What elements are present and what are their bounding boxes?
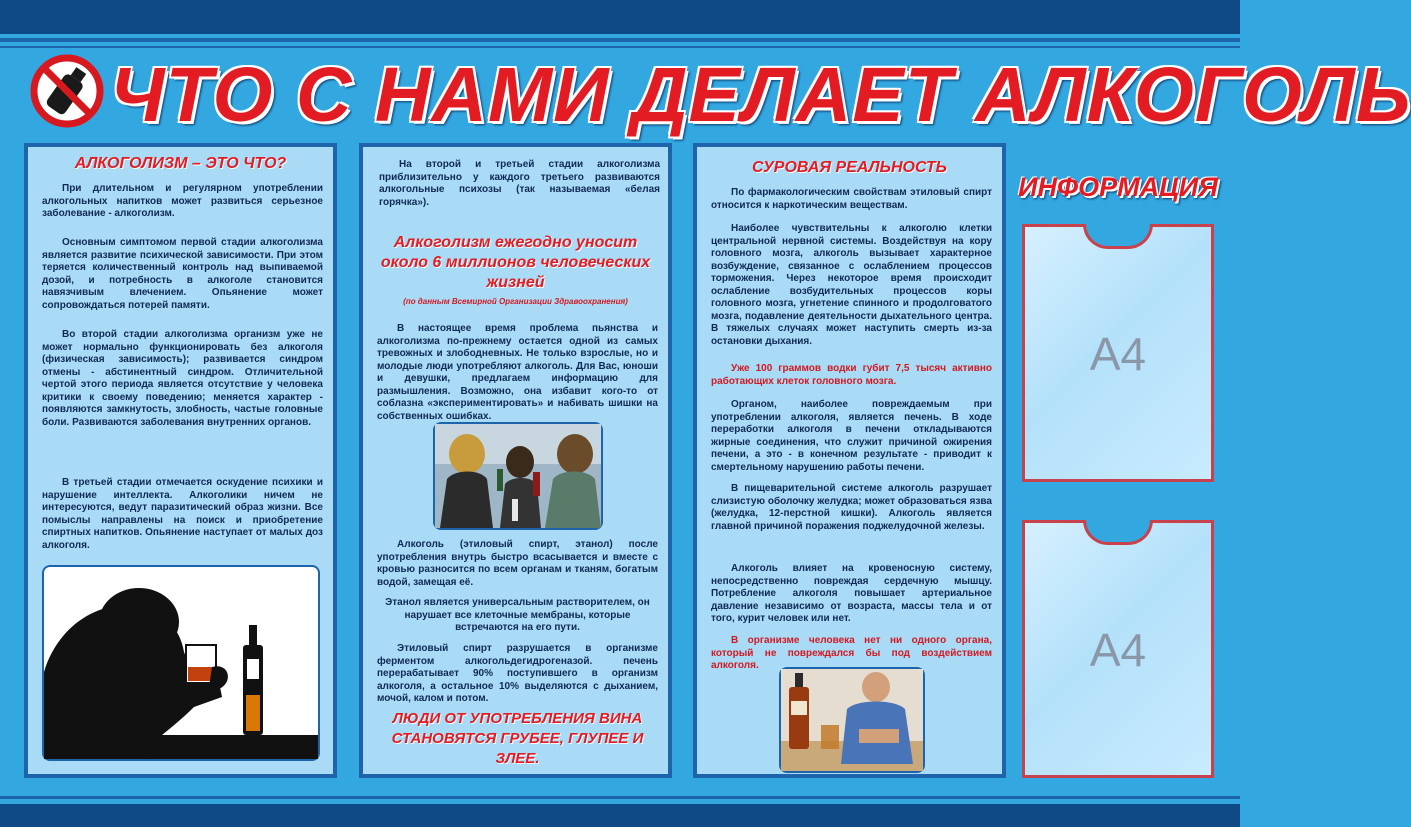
pocket-notch — [1083, 520, 1153, 545]
panel-harsh-reality — [693, 143, 1006, 778]
silhouette-photo — [42, 565, 320, 761]
paragraph: В настоящее время проблема пьянства и алкоголизма по-прежнему остается одной из самых тревожных и злободневных. Не только взрослые, но и молодые люди употребляют алкоголь. Для Вас, юноши и девушки, предлагаем информацию для размышления. Возможно, она избавит кого-то от соблазна «экспериментировать» и набивать шишки на собственных ошибках. — [377, 323, 658, 422]
highlight-statistic: Алкоголизм ежегодно уносит около 6 миллионов человеческих жизней — [380, 234, 651, 291]
red-paragraph: В организме человека нет ни одного органа, который не повреждался бы под воздействием алкоголя. — [711, 635, 992, 671]
info-heading: ИНФОРМАЦИЯ — [1018, 172, 1218, 202]
youth-drinking-photo — [433, 422, 603, 530]
a4-label: А4 — [1089, 328, 1147, 380]
man-bottle-illustration — [781, 669, 923, 771]
top-band — [0, 0, 1240, 34]
a4-pocket — [1022, 520, 1214, 778]
panel-statistics — [359, 143, 672, 778]
slogan: ЛЮДИ ОТ УПОТРЕБЛЕНИЯ ВИНА СТАНОВЯТСЯ ГРУБЕЕ, ГЛУПЕЕ И ЗЛЕЕ. — [391, 710, 644, 767]
a4-pocket — [1022, 224, 1214, 482]
bottom-stripe — [0, 796, 1240, 799]
man-with-bottle-photo — [779, 667, 925, 773]
paragraph: В пищеварительной системе алкоголь разрушает слизистую оболочку желудка; может образоваться язва (желудка, 12-перстной кишки). Алкоголь является главной причиной поражения поджелудочной железы. — [711, 483, 992, 532]
page-title: ЧТО С НАМИ ДЕЛАЕТ АЛКОГОЛЬ — [110, 52, 1411, 138]
source-note: (по данным Всемирной Организации Здравоохранения) — [403, 297, 628, 306]
top-stripe-thin — [0, 46, 1240, 48]
top-stripe — [0, 38, 1240, 42]
youth-photo-illustration — [435, 424, 601, 528]
paragraph: Наиболее чувствительны к алкоголю клетки центральной нервной системы. Воздействуя на кору головного мозга, алкоголь вызывает характерное возбуждение, связанное с ослаблением процессов торможения. Через некоторое время происходит ослабление возбудительных процессов коры головного мозга, угнетение спинного и продолговатого мозга, подавление деятельности дыхательного центра. В тяжелых случаях может наступить смерть из-за остановки дыхания. — [711, 223, 992, 347]
drinking-man-silhouette — [44, 567, 318, 759]
paragraph: В третьей стадии отмечается оскудение психики и нарушение интеллекта. Алкоголики ничем не интересуются, ведут паразитический образ жизни. Все помыслы направлены на поиск и приобретение спиртных напитков. Опьянение наступает от малых доз алкоголя. — [42, 477, 323, 551]
paragraph: Алкоголь (этиловый спирт, этанол) после употребления внутрь быстро всасывается и вместе с кровью разносится по всем органам и тканям, богатым водой, замещая её. — [377, 539, 658, 588]
paragraph: Основным симптомом первой стадии алкоголизма является развитие психической зависимости. При этом теряется количественный контроль над выпиваемой дозой, и потребность в алкоголе становится навязчивым влечением. Опьянение может сопровождаться потерей памяти. — [42, 237, 323, 311]
paragraph: При длительном и регулярном употреблении алкогольных напитков может развиться серьезное заболевание - алкоголизм. — [42, 183, 323, 219]
panel-alcoholism-what — [24, 143, 337, 778]
panel-heading: СУРОВАЯ РЕАЛЬНОСТЬ — [752, 159, 947, 176]
red-paragraph: Уже 100 граммов водки губит 7,5 тысяч активно работающих клеток головного мозга. — [711, 363, 992, 387]
paragraph: Органом, наиболее повреждаемым при употреблении алкоголя, является печень. В ходе переработки алкоголя в печени откладываются жирные соединения, что служит причиной ожирения печени, а это - в конечном результате - приводит к смертельному нарушению работы печени. — [711, 399, 992, 473]
paragraph: На второй и третьей стадии алкоголизма приблизительно у каждого третьего развиваются алкогольные психозы (так называемая «белая горячка»). — [379, 159, 660, 208]
paragraph: Этанол является универсальным растворителем, он нарушает все клеточные мембраны, которые встречаются на его пути. — [385, 597, 650, 633]
paragraph: Этиловый спирт разрушается в организме ферментом алкогольдегидрогеназой. печень перерабатывает 90% поступившего в организм алкоголя, а остальное 10% выделяются с дыханием, мочой, калом и потом. — [377, 643, 658, 704]
pocket-notch — [1083, 224, 1153, 249]
no-alcohol-icon — [28, 52, 106, 130]
paragraph: По фармакологическим свойствам этиловый спирт относится к наркотическим веществам. — [711, 187, 992, 211]
bottom-band — [0, 804, 1240, 827]
paragraph: Во второй стадии алкоголизма организм уже не может нормально функционировать без алкоголя (физическая зависимость); развивается синдром отмены - абстинентный синдром. Отличительной чертой этого периода является отсутствие у человека критики к своему поведению; меняется характер - появляются замкнутость, злобность, частые головные боли. Развиваются заболевания внутренних органов. — [42, 329, 323, 428]
a4-label: А4 — [1089, 624, 1147, 676]
paragraph: Алкоголь влияет на кровеносную систему, непосредственно повреждая сердечную мышцу. Потребление алкоголя повышает артериальное давление независимо от возраста, массы тела и от того, курит человек или нет. — [711, 563, 992, 624]
panel-heading: АЛКОГОЛИЗМ – ЭТО ЧТО? — [74, 155, 287, 172]
